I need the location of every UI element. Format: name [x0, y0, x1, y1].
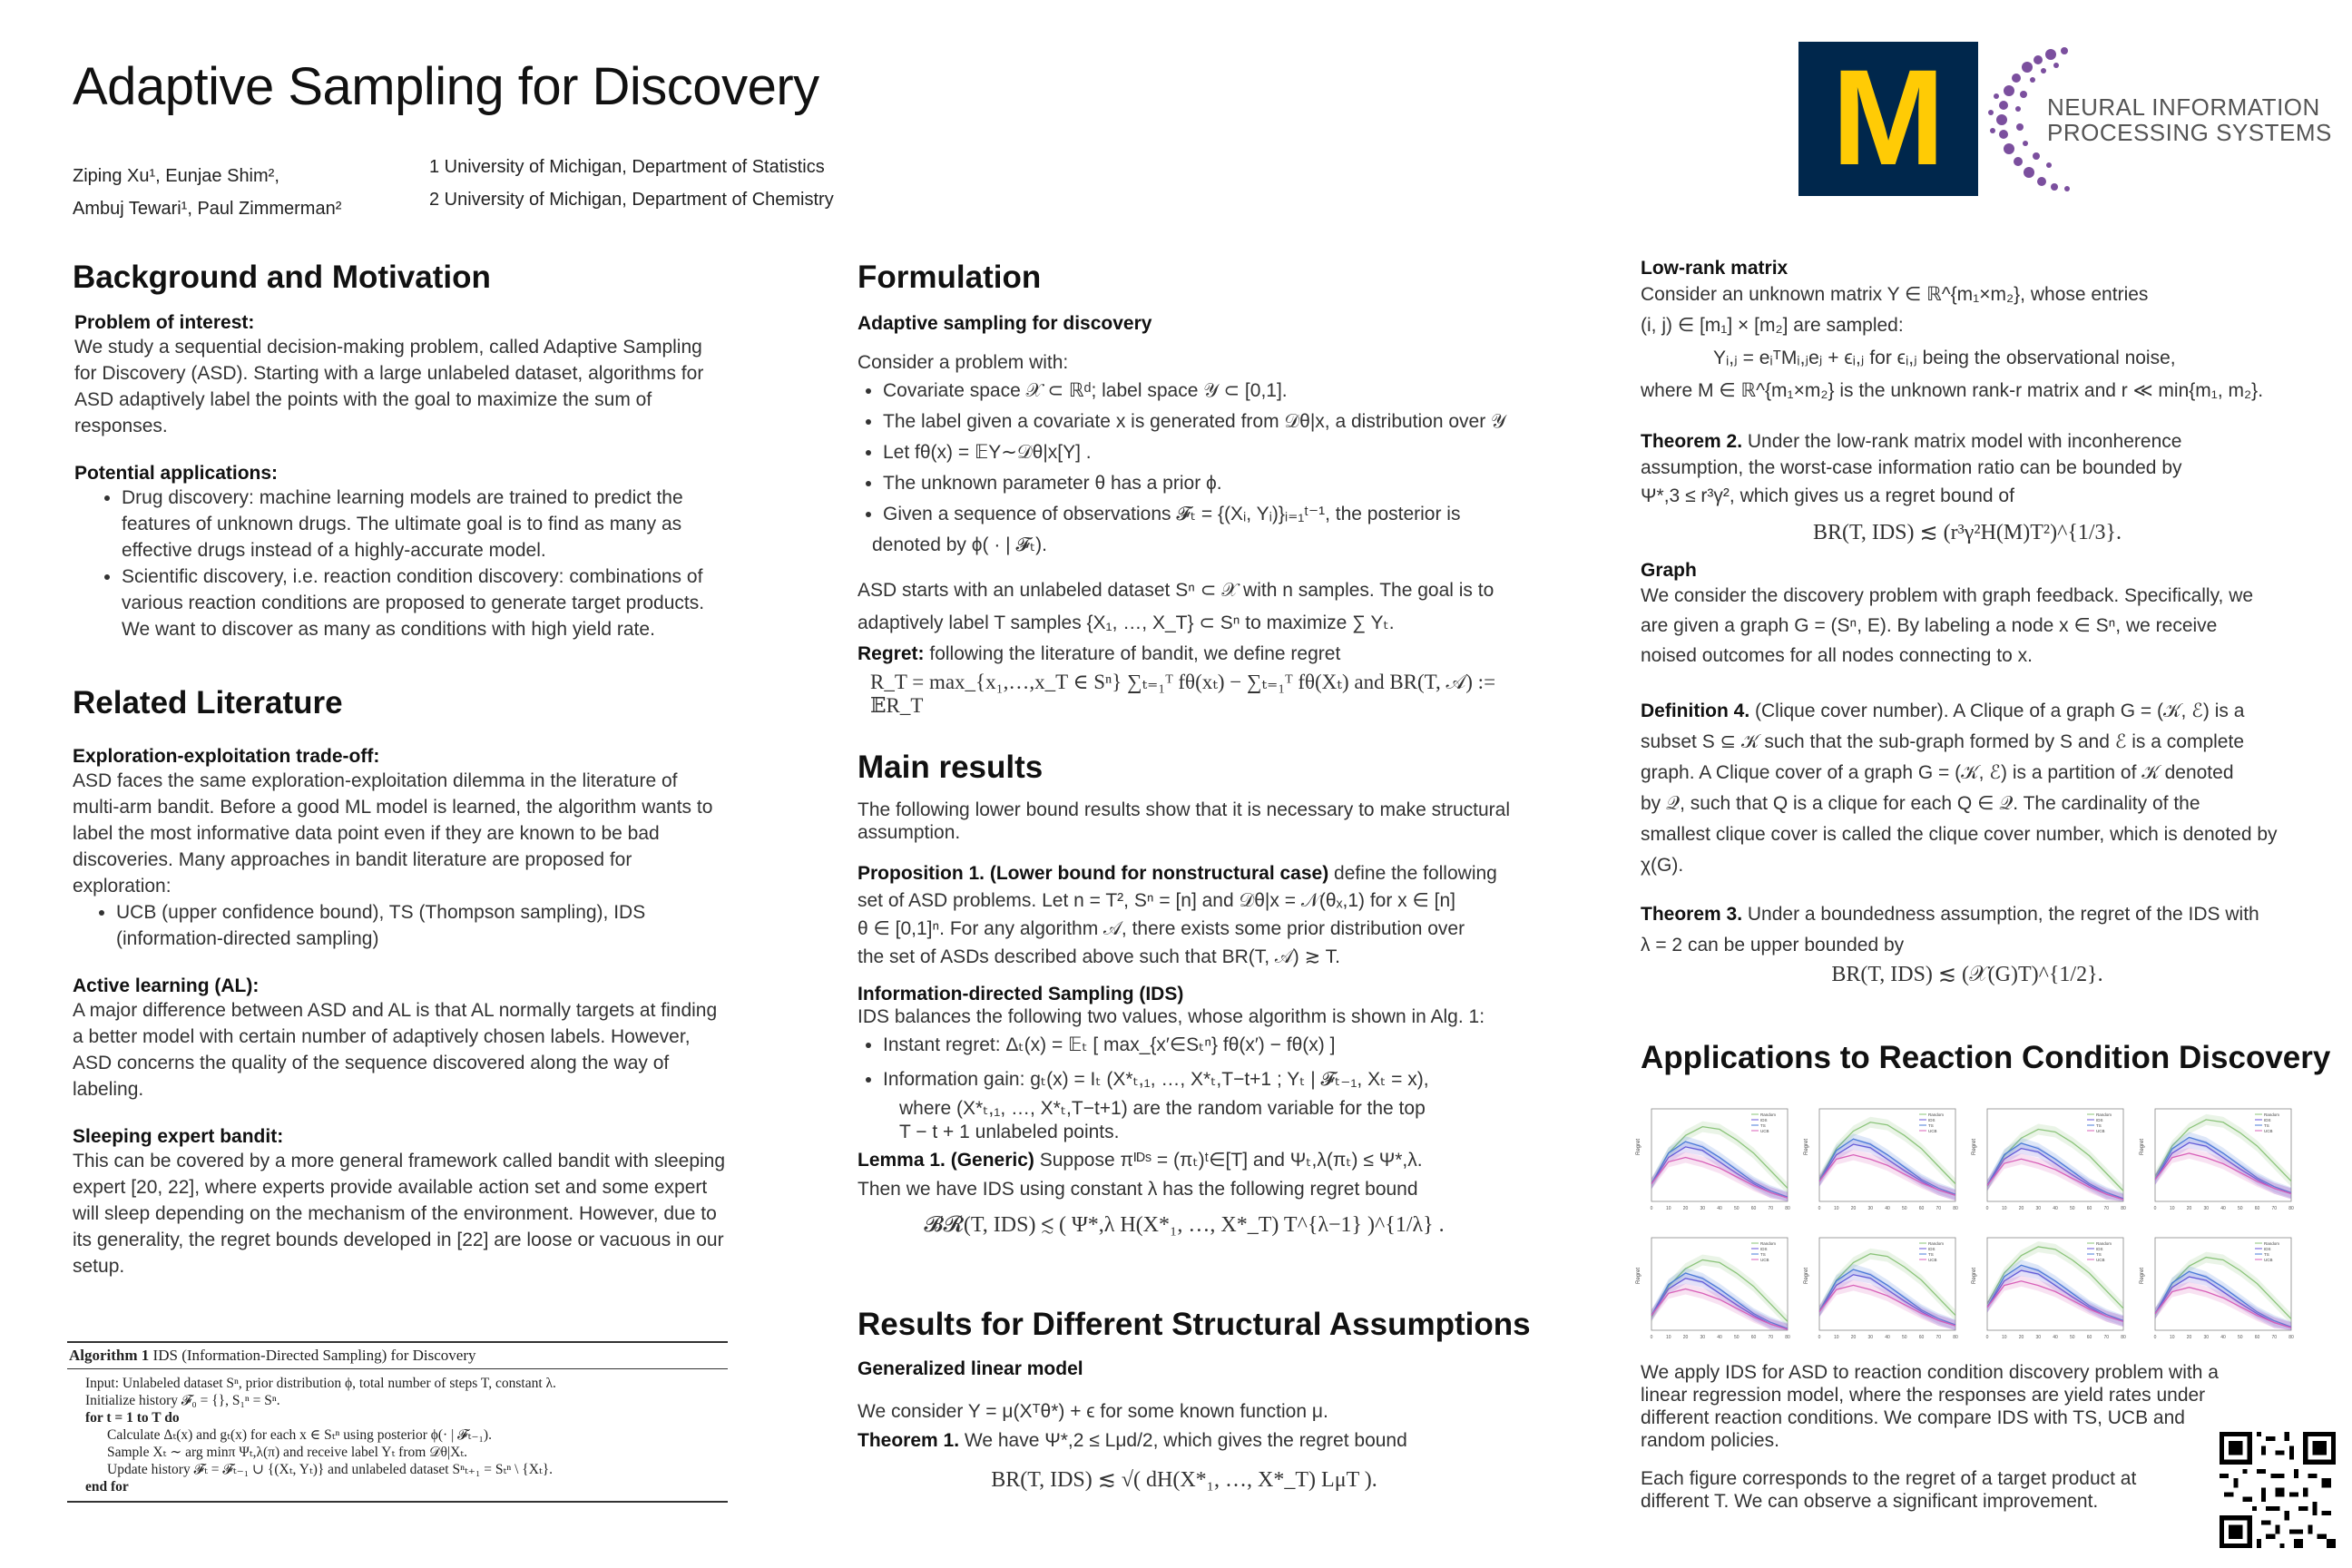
algo-line: Input: Unlabeled dataset Sⁿ, prior distribution ϕ, total number of steps T, constant λ.: [85, 1376, 556, 1391]
lemma-then: Then we have IDS using constant λ has the following regret bound: [858, 1179, 1418, 1200]
lemma-label: Lemma 1. (Generic): [858, 1150, 1034, 1171]
info-top: T − t + 1 unlabeled points.: [899, 1122, 1120, 1142]
legend-label: UCB: [1928, 1258, 1937, 1262]
algo-line: Update history 𝓕ₜ = 𝓕ₜ₋₁ ∪ {(Xₜ, Yₜ)} and unlabeled dataset Sⁿₜ₊₁ = Sₜⁿ \ {Xₜ}.: [107, 1462, 554, 1477]
glm-text: We consider Y = μ(Xᵀθ*) + ϵ for some known function μ.: [858, 1401, 1328, 1422]
regret-chart-panel: [1633, 1102, 1795, 1218]
chart-xtick: 60: [1750, 1206, 1757, 1211]
affiliation-2: 2 University of Michigan, Department of Chemistry: [429, 190, 834, 210]
lowrank-line2: (i, j) ∈ [m₁] × [m₂] are sampled:: [1641, 315, 1904, 336]
list-item: • The label given a covariate x is generated from 𝒟θ|x, a distribution over 𝒴: [883, 407, 1511, 437]
umich-letter: M: [1831, 41, 1945, 193]
chart-xtick: 20: [1850, 1335, 1857, 1340]
legend-label: TS: [1928, 1123, 1934, 1128]
chart-ylabel: Regret: [1804, 1267, 1809, 1284]
affiliations: [429, 151, 834, 216]
neurips-line2: PROCESSING SYSTEMS: [2047, 119, 2332, 146]
legend-label: IDS: [1760, 1118, 1768, 1122]
graph-line3: noised outcomes for all nodes connecting to x.: [1641, 645, 2033, 666]
legend-label: Random: [1928, 1112, 1945, 1117]
regret-chart-panel: [1633, 1230, 1795, 1347]
list-item: • Let fθ(x) = 𝔼Y∼𝒟θ|x[Y] .: [883, 437, 1511, 468]
prop-line1: [858, 860, 1511, 887]
chart-xtick: 80: [2121, 1335, 2126, 1340]
neurips-line1: NEURAL INFORMATION: [2047, 93, 2320, 121]
chart-xtick: 10: [2001, 1335, 2007, 1340]
legend-label: UCB: [2096, 1258, 2105, 1262]
legend-label: TS: [2096, 1252, 2102, 1257]
applications-list: [74, 485, 728, 642]
chart-xtick: 60: [2254, 1335, 2260, 1340]
chart-xtick: 40: [2220, 1206, 2226, 1211]
regret-chart-grid: [1633, 1102, 2305, 1347]
algorithm-header: [67, 1343, 728, 1369]
structural-heading: Results for Different Structural Assumptions: [858, 1307, 1531, 1342]
legend-label: TS: [1928, 1252, 1934, 1257]
background-heading: Background and Motivation: [73, 260, 491, 295]
chart-ylabel: Regret: [2140, 1138, 2145, 1155]
def4-line1: [1641, 696, 2294, 727]
chart-xtick: 70: [2271, 1335, 2278, 1340]
chart-xtick: 20: [2018, 1206, 2024, 1211]
chart-xtick: 10: [2169, 1335, 2175, 1340]
graph-line2: are given a graph G = (Sⁿ, E). By labeling a node x ∈ Sⁿ, we receive: [1641, 615, 2218, 636]
chart-xtick: 60: [1918, 1335, 1925, 1340]
chart-ylabel: Regret: [1636, 1138, 1642, 1155]
legend-label: TS: [1760, 1123, 1766, 1128]
main-results-heading: Main results: [858, 750, 1044, 785]
legend-label: IDS: [2096, 1247, 2103, 1251]
chart-xtick: 40: [2053, 1206, 2058, 1211]
lowrank-line3: where M ∈ ℝ^{m₁×m₂} is the unknown rank-r matrix and r ≪ min{m₁, m₂}.: [1641, 380, 2264, 401]
asd-line2: adaptively label T samples {X₁, …, X_T} ⊂ Sⁿ to maximize ∑ Yₜ.: [858, 612, 1395, 633]
problem-text: We study a sequential decision-making problem, called Adaptive Sampling for Discovery (ASD). Starting with a large unlabeled dataset, algorithms for ASD adaptively label the points with the goal to maximize the sum of responses.: [74, 337, 704, 436]
problem-label: Problem of interest:: [74, 312, 255, 333]
legend-label: UCB: [1760, 1129, 1769, 1133]
chart-ylabel: Regret: [2140, 1267, 2145, 1284]
chart-xtick: 0: [1818, 1206, 1821, 1211]
chart-xtick: 80: [2121, 1206, 2126, 1211]
graph-label: Graph: [1641, 560, 1697, 581]
chart-xtick: 80: [1953, 1206, 1958, 1211]
chart-xtick: 80: [1785, 1206, 1790, 1211]
legend-label: Random: [1760, 1112, 1777, 1117]
chart-xtick: 70: [1768, 1206, 1774, 1211]
def4-line4: by 𝒬, such that Q is a clique for each Q ∈ 𝒬. The cardinality of the: [1641, 793, 2200, 814]
thm2-line2: assumption, the worst-case information ratio can be bounded by: [1641, 457, 2182, 478]
legend-label: Random: [1928, 1241, 1945, 1246]
lowrank-equation: Yᵢ,ⱼ = eᵢᵀMᵢ,ⱼeⱼ + ϵᵢ,ⱼ for ϵᵢ,ⱼ being the observational noise,: [1713, 348, 2176, 368]
def4-line5: smallest clique cover is called the clique cover number, which is denoted by: [1641, 824, 2278, 845]
chart-ylabel: Regret: [1804, 1138, 1809, 1155]
algorithm-body: [67, 1369, 728, 1501]
legend-label: IDS: [2264, 1118, 2271, 1122]
algorithm-title: IDS (Information-Directed Sampling) for Discovery: [152, 1347, 476, 1364]
formulation-section: [858, 313, 1511, 718]
regret-label: Regret:: [858, 643, 925, 664]
chart-xtick: 50: [2237, 1335, 2243, 1340]
chart-xtick: 0: [1650, 1206, 1653, 1211]
thm1-line: [858, 1427, 1511, 1454]
regret-chart-panel: [1969, 1102, 2131, 1218]
lowrank-label: Low-rank matrix: [1641, 258, 1788, 279]
chart-xtick: 70: [2271, 1206, 2278, 1211]
list-item: • Instant regret: Δₜ(x) = 𝔼ₜ [ max_{x′∈Sₜⁿ} fθ(x′) − fθ(x) ]: [883, 1028, 1511, 1063]
chart-xtick: 30: [2203, 1206, 2210, 1211]
apps-text1: We apply IDS for ASD to reaction condition discovery problem with a linear regression model, where the responses are yield rates under different reaction conditions. We compare IDS with TS, UCB and random policies.: [1641, 1362, 2219, 1451]
algo-line: end for: [85, 1479, 129, 1494]
lemma-equation: 𝓑𝓡(T, IDS) ≲ ( Ψ*,λ H(X*₁, …, X*_T) T^{λ−1} )^{1/λ} .: [924, 1213, 1445, 1237]
chart-xtick: 30: [2035, 1335, 2042, 1340]
thm2-label: Theorem 2.: [1641, 431, 1743, 452]
chart-xtick: 70: [1768, 1335, 1774, 1340]
chart-xtick: 20: [1682, 1335, 1689, 1340]
legend-label: TS: [2264, 1252, 2269, 1257]
ee-text: ASD faces the same exploration-exploitation dilemma in the literature of multi-arm bandit. Before a good ML model is learned, the algorithm wants to label the most informative data point even if they are known to be bad discoveries. Many approaches in bandit literature are proposed for exploration:: [73, 770, 713, 897]
chart-xtick: 80: [1785, 1335, 1790, 1340]
chart-xtick: 20: [1850, 1206, 1857, 1211]
ids-label: Information-directed Sampling (IDS): [858, 984, 1184, 1004]
thm2-text1: Under the low-rank matrix model with inconherence: [1747, 431, 2182, 452]
se-label: Sleeping expert bandit:: [73, 1126, 284, 1147]
legend-label: Random: [2096, 1241, 2112, 1246]
ids-list: [858, 1028, 1511, 1097]
apps-text2: Each figure corresponds to the regret of a target product at different T. We can observe a significant improvement.: [1641, 1468, 2137, 1512]
lowrank-line1: Consider an unknown matrix Y ∈ ℝ^{m₁×m₂}, whose entries: [1641, 284, 2149, 305]
chart-xtick: 60: [2086, 1206, 2092, 1211]
formulation-list: [858, 376, 1511, 530]
def4-line6: χ(G).: [1641, 855, 1684, 876]
chart-xtick: 10: [1665, 1335, 1671, 1340]
legend-label: Random: [1760, 1241, 1777, 1246]
algorithm-label: Algorithm 1: [69, 1347, 150, 1364]
chart-xtick: 30: [2203, 1335, 2210, 1340]
legend-label: UCB: [2096, 1129, 2105, 1133]
chart-xtick: 30: [1867, 1335, 1874, 1340]
algo-line: Calculate Δₜ(x) and gₜ(x) for each x ∈ Sₜⁿ using posterior ϕ(· | 𝓕ₜ₋₁).: [107, 1427, 492, 1443]
related-heading: Related Literature: [73, 685, 343, 720]
formulation-heading: Formulation: [858, 260, 1042, 295]
formulation-item-cont: denoted by ϕ( · | 𝓕ₜ).: [872, 534, 1047, 555]
se-text: This can be covered by a more general framework called bandit with sleeping expert [20, 22], where experts provide available action set and some expert will sleep depending on the mechanism of the environment. However, due to its generality, the regret bounds developed in [22] are loose or vacuous in our setup.: [73, 1151, 726, 1277]
legend-label: IDS: [2264, 1247, 2271, 1251]
legend-label: TS: [2096, 1123, 2102, 1128]
ids-text: IDS balances the following two values, whose algorithm is shown in Alg. 1:: [858, 1006, 1485, 1027]
chart-xtick: 70: [1936, 1335, 1942, 1340]
authors: [73, 160, 341, 225]
affiliation-1: 1 University of Michigan, Department of Statistics: [429, 157, 825, 177]
legend-label: IDS: [1928, 1118, 1936, 1122]
chart-xtick: 10: [2001, 1206, 2007, 1211]
algo-line: Sample Xₜ ∼ arg minπ Ψₜ,λ(π) and receive label Yₜ from 𝒟θ|Xₜ.: [107, 1445, 467, 1460]
chart-xtick: 30: [1700, 1335, 1706, 1340]
chart-xtick: 0: [1818, 1335, 1821, 1340]
algo-line: Initialize history 𝓕₀ = {}, S₁ⁿ = Sⁿ.: [85, 1393, 280, 1408]
chart-xtick: 10: [2169, 1206, 2175, 1211]
thm2-line1: [1641, 428, 2294, 455]
chart-ylabel: Regret: [1972, 1138, 1977, 1155]
prop-label: Proposition 1. (Lower bound for nonstructural case): [858, 863, 1329, 884]
regret-para: [858, 641, 1511, 667]
regret-chart-panel: [1969, 1230, 2131, 1347]
thm3-label: Theorem 3.: [1641, 904, 1743, 925]
chart-xtick: 60: [2254, 1206, 2260, 1211]
ee-list: [73, 899, 726, 952]
legend-label: UCB: [1928, 1129, 1937, 1133]
thm3-line1: [1641, 899, 2294, 930]
prop-text: define the following: [1334, 863, 1497, 884]
main-intro: The following lower bound results show that it is necessary to make structural assumption.: [858, 799, 1510, 843]
def4-label: Definition 4.: [1641, 701, 1750, 721]
prop-line4: the set of ASDs described above such that BR(T, 𝒜) ≳ T.: [858, 946, 1340, 967]
legend-label: TS: [1760, 1252, 1766, 1257]
chart-ylabel: Regret: [1636, 1267, 1642, 1284]
chart-xtick: 40: [1885, 1335, 1890, 1340]
list-item: • Covariate space 𝒳 ⊂ ℝᵈ; label space 𝒴 ⊂ [0,1].: [883, 376, 1511, 407]
main-results-section: [858, 799, 1511, 1238]
chart-ylabel: Regret: [1972, 1267, 1977, 1284]
list-item: • The unknown parameter θ has a prior ϕ.: [883, 468, 1511, 499]
info-where: where (X*ₜ,₁, …, X*ₜ,T−t+1) are the random variable for the top: [899, 1098, 1426, 1119]
chart-xtick: 0: [1985, 1335, 1989, 1340]
graph-line1: We consider the discovery problem with graph feedback. Specifically, we: [1641, 585, 2254, 606]
structural-section: [858, 1358, 1511, 1493]
thm3-text1: Under a boundedness assumption, the regret of the IDS with: [1747, 904, 2259, 925]
list-item: • Given a sequence of observations 𝓕ₜ = {(Xᵢ, Yᵢ)}ᵢ₌₁ᵗ⁻¹, the posterior is: [883, 499, 1511, 530]
list-item: • Information gain: gₜ(x) = Iₜ (X*ₜ,₁, …, X*ₜ,T−t+1 ; Yₜ | 𝓕ₜ₋₁, Xₜ = x),: [883, 1063, 1511, 1097]
lemma-text: Suppose πᴵᴰˢ = (πₜ)ᵗ∈[T] and Ψₜ,λ(πₜ) ≤ Ψ*,λ.: [1039, 1150, 1423, 1171]
chart-xtick: 40: [1885, 1206, 1890, 1211]
chart-xtick: 30: [1867, 1206, 1874, 1211]
chart-xtick: 40: [2053, 1335, 2058, 1340]
legend-label: Random: [2096, 1112, 2112, 1117]
prop-line3: θ ∈ [0,1]ⁿ. For any algorithm 𝒜, there exists some prior distribution over: [858, 918, 1465, 939]
chart-xtick: 60: [2086, 1335, 2092, 1340]
chart-xtick: 70: [2103, 1335, 2110, 1340]
chart-xtick: 80: [1953, 1335, 1958, 1340]
chart-xtick: 20: [2186, 1206, 2192, 1211]
chart-xtick: 10: [1665, 1206, 1671, 1211]
thm3-equation: BR(T, IDS) ≲ (𝒳(G)T)^{1/2}.: [1831, 963, 2103, 986]
authors-line2: Ambuj Tewari¹, Paul Zimmerman²: [73, 199, 342, 219]
thm1-text: We have Ψ*,2 ≤ Lμd/2, which gives the regret bound: [964, 1430, 1407, 1451]
chart-xtick: 50: [2237, 1206, 2243, 1211]
related-section: [73, 746, 726, 1279]
legend-label: IDS: [1928, 1247, 1936, 1251]
chart-xtick: 20: [2018, 1335, 2024, 1340]
lemma-line: [858, 1145, 1511, 1176]
list-item: • UCB (upper confidence bound), TS (Thompson sampling), IDS (information-directed sampling): [116, 899, 726, 952]
chart-xtick: 0: [1650, 1335, 1653, 1340]
regret-chart-panel: [1801, 1102, 1963, 1218]
neurips-wordmark: [2047, 94, 2332, 145]
legend-label: Random: [2264, 1241, 2280, 1246]
chart-xtick: 50: [1733, 1206, 1740, 1211]
qr-code[interactable]: [2220, 1432, 2336, 1548]
def4-line3: graph. A Clique cover of a graph G = (𝒦, ℰ) is a partition of 𝒦 denoted: [1641, 762, 2234, 783]
regret-chart-panel: [2137, 1230, 2298, 1347]
legend-label: UCB: [2264, 1258, 2273, 1262]
al-label: Active learning (AL):: [73, 975, 260, 996]
chart-xtick: 0: [2153, 1335, 2157, 1340]
def4-text1: (Clique cover number). A Clique of a graph G = (𝒦, ℰ) is a: [1755, 701, 2245, 721]
list-item: • Drug discovery: machine learning models are trained to predict the features of unknown drugs. The ultimate goal is to find as many as effective drugs instead of a highly-accurate model.: [122, 485, 728, 564]
chart-xtick: 30: [2035, 1206, 2042, 1211]
regret-chart-panel: [2137, 1102, 2298, 1218]
chart-xtick: 60: [1750, 1335, 1757, 1340]
legend-label: TS: [2264, 1123, 2269, 1128]
prop-line2: set of ASD problems. Let n = T², Sⁿ = [n] and 𝒟θ|x = 𝒩(θₓ,1) for x ∈ [n]: [858, 890, 1455, 911]
chart-xtick: 10: [1833, 1335, 1839, 1340]
chart-xtick: 20: [2186, 1335, 2192, 1340]
regret-chart-panel: [1801, 1230, 1963, 1347]
chart-xtick: 50: [2069, 1335, 2075, 1340]
thm2-equation: BR(T, IDS) ≲ (r³γ²H(M)T²)^{1/3}.: [1812, 521, 2122, 544]
chart-xtick: 40: [1717, 1335, 1722, 1340]
umich-logo: [1798, 42, 1978, 196]
regret-equation: R_T = max_{x₁,…,x_T ∈ Sⁿ} ∑ₜ₌₁ᵀ fθ(xₜ) − ∑ₜ₌₁ᵀ fθ(Xₜ) and BR(T, 𝒜) := 𝔼R_T: [870, 671, 1496, 717]
chart-xtick: 80: [2288, 1335, 2294, 1340]
asd-line1: ASD starts with an unlabeled dataset Sⁿ ⊂ 𝒳 with n samples. The goal is to: [858, 580, 1494, 601]
al-text: A major difference between ASD and AL is that AL normally targets at finding a better model with certain number of adaptively chosen labels. However, ASD concerns the quality of the sequence discovered along the way of labeling.: [73, 1000, 718, 1100]
chart-xtick: 0: [2153, 1206, 2157, 1211]
chart-xtick: 50: [1733, 1335, 1740, 1340]
thm1-equation: BR(T, IDS) ≲ √( dH(X*₁, …, X*_T) LμT ).: [991, 1468, 1377, 1492]
poster-title: Adaptive Sampling for Discovery: [73, 57, 819, 116]
thm2-line3: Ψ*,3 ≤ r³γ², which gives us a regret bound of: [1641, 485, 2014, 506]
regret-text: following the literature of bandit, we define regret: [929, 643, 1341, 664]
list-item: • Scientific discovery, i.e. reaction condition discovery: combinations of various reaction conditions are proposed to generate target products. We want to discover as many as conditions with high yield rate.: [122, 564, 728, 642]
chart-xtick: 40: [2220, 1335, 2226, 1340]
legend-label: IDS: [1760, 1247, 1768, 1251]
ee-label: Exploration-exploitation trade-off:: [73, 746, 380, 767]
legend-label: Random: [2264, 1112, 2280, 1117]
chart-xtick: 10: [1833, 1206, 1839, 1211]
applications-label: Potential applications:: [74, 463, 279, 484]
chart-xtick: 20: [1682, 1206, 1689, 1211]
background-section: [74, 312, 728, 642]
thm3-line2: λ = 2 can be upper bounded by: [1641, 935, 1905, 956]
algorithm-box: [67, 1341, 728, 1503]
apps-heading: Applications to Reaction Condition Discovery: [1641, 1040, 2331, 1075]
chart-xtick: 40: [1717, 1206, 1722, 1211]
chart-xtick: 0: [1985, 1206, 1989, 1211]
formulation-intro: Consider a problem with:: [858, 352, 1069, 373]
algo-line: for t = 1 to T do: [85, 1410, 180, 1426]
chart-xtick: 50: [1901, 1335, 1907, 1340]
legend-label: UCB: [2264, 1129, 2273, 1133]
chart-xtick: 70: [2103, 1206, 2110, 1211]
formulation-sub: Adaptive sampling for discovery: [858, 313, 1152, 334]
chart-xtick: 50: [1901, 1206, 1907, 1211]
thm1-label: Theorem 1.: [858, 1430, 960, 1451]
authors-line1: Ziping Xu¹, Eunjae Shim²,: [73, 166, 279, 186]
chart-xtick: 70: [1936, 1206, 1942, 1211]
right-top-section: [1641, 258, 2294, 987]
legend-label: IDS: [2096, 1118, 2103, 1122]
legend-label: UCB: [1760, 1258, 1769, 1262]
def4-line2: subset S ⊆ 𝒦 such that the sub-graph formed by S and ℰ is a complete: [1641, 731, 2244, 752]
chart-xtick: 50: [2069, 1206, 2075, 1211]
glm-label: Generalized linear model: [858, 1358, 1083, 1379]
chart-xtick: 30: [1700, 1206, 1706, 1211]
chart-xtick: 80: [2288, 1206, 2294, 1211]
chart-xtick: 60: [1918, 1206, 1925, 1211]
